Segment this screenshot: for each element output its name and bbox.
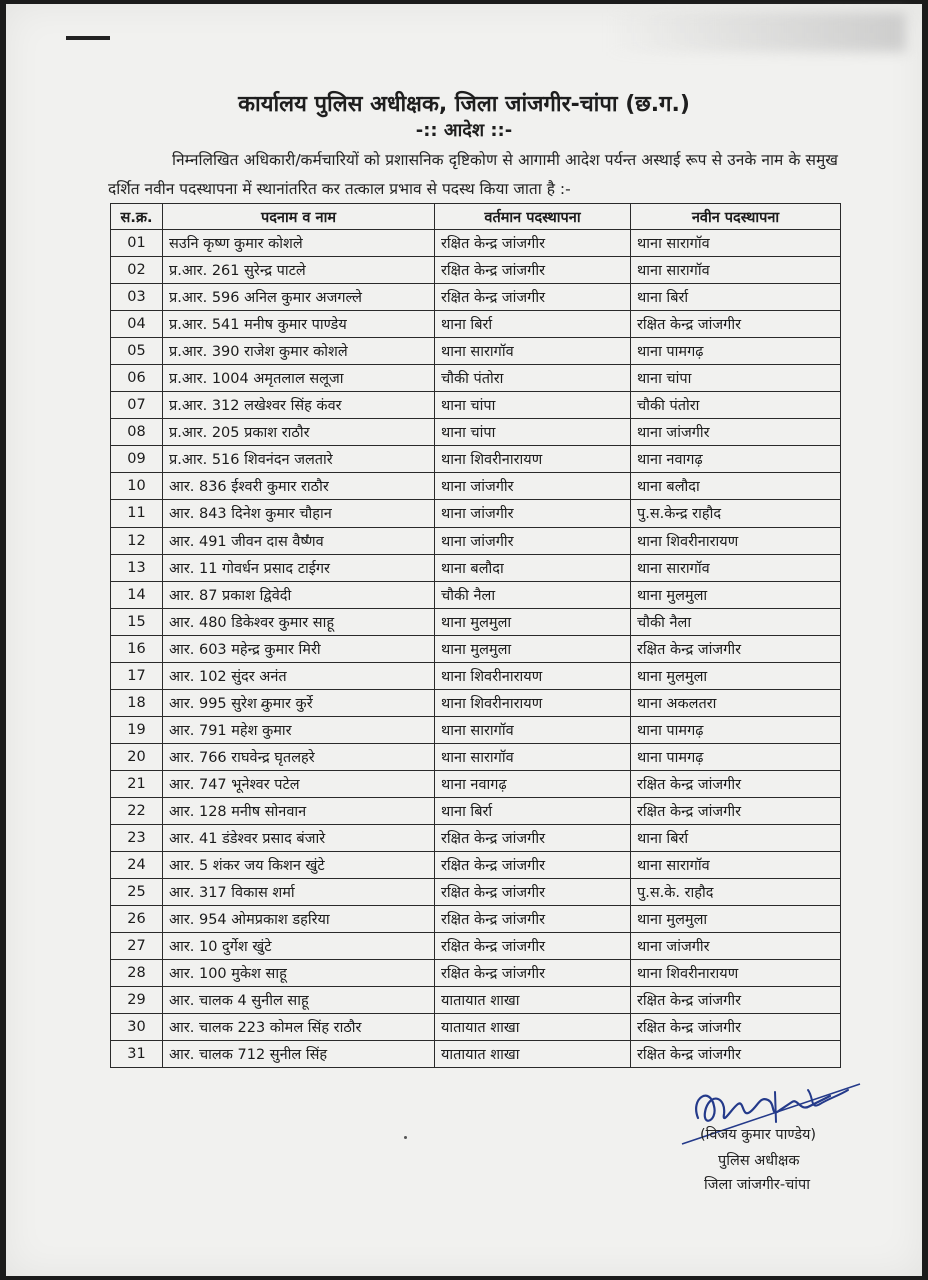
table-row (111, 635, 841, 662)
new-posting-cell: रक्षित केन्द्र जांजगीर (631, 635, 841, 662)
current-posting-cell: चौकी पंतोरा (435, 365, 631, 392)
serial-cell: 07 (111, 392, 163, 419)
current-posting-cell: थाना बलौदा (435, 554, 631, 581)
serial-cell: 16 (111, 635, 163, 662)
table-row (111, 392, 841, 419)
table-header-row (111, 204, 841, 230)
name-cell: सउनि कृष्ण कुमार कोशले (163, 230, 435, 257)
table-row (111, 797, 841, 824)
name-cell: आर. चालक 223 कोमल सिंह राठौर (163, 1014, 435, 1041)
name-cell: प्र.आर. 312 लखेश्वर सिंह कंवर (163, 392, 435, 419)
table-row (111, 311, 841, 338)
serial-cell: 14 (111, 581, 163, 608)
new-posting-cell: थाना नवागढ़ (631, 446, 841, 473)
order-heading: -:: आदेश ::- (415, 120, 513, 141)
new-posting-cell: थाना मुलमुला (631, 662, 841, 689)
table-row (111, 933, 841, 960)
table-row (111, 770, 841, 797)
name-cell: प्र.आर. 261 सुरेन्द्र पाटले (163, 257, 435, 284)
name-cell: आर. 41 डंडेश्वर प्रसाद बंजारे (163, 825, 435, 852)
table-row (111, 1014, 841, 1041)
name-cell: प्र.आर. 596 अनिल कुमार अजगल्ले (163, 284, 435, 311)
new-posting-cell: पु.स.के. राहौद (631, 879, 841, 906)
new-posting-cell: थाना जांजगीर (631, 933, 841, 960)
table-row (111, 419, 841, 446)
new-posting-cell: चौकी पंतोरा (631, 392, 841, 419)
table-row (111, 662, 841, 689)
table-row (111, 689, 841, 716)
table-row (111, 338, 841, 365)
serial-cell: 26 (111, 906, 163, 933)
current-posting-cell: रक्षित केन्द्र जांजगीर (435, 257, 631, 284)
serial-cell: 06 (111, 365, 163, 392)
signatory-name: (विजय कुमार पाण्डेय) (700, 1127, 817, 1143)
serial-cell: 15 (111, 608, 163, 635)
table-row (111, 879, 841, 906)
current-posting-cell: थाना जांजगीर (435, 527, 631, 554)
name-cell: आर. 766 राघवेन्द्र घृतलहरे (163, 743, 435, 770)
name-cell: आर. 954 ओमप्रकाश डहरिया (163, 906, 435, 933)
name-cell: आर. 102 सुंदर अनंत (163, 662, 435, 689)
order-intro-paragraph: निम्नलिखित अधिकारी/कर्मचारियों को प्रशासनिक दृष्टिकोण से आगामी आदेश पर्यन्त अस्थाई रूप से उनके नाम के समुख दर्शित नवीन पदस्थापना में स्थानांतरित कर तत्काल प्रभाव से पदस्थ किया जाता है :- (108, 151, 838, 198)
current-posting-cell: थाना नवागढ़ (435, 770, 631, 797)
table-row (111, 987, 841, 1014)
table-row (111, 446, 841, 473)
current-posting-cell: थाना बिर्रा (435, 797, 631, 824)
new-posting-cell: थाना सारागॉव (631, 852, 841, 879)
table-row (111, 716, 841, 743)
table-row (111, 743, 841, 770)
current-posting-cell: रक्षित केन्द्र जांजगीर (435, 284, 631, 311)
serial-cell: 11 (111, 500, 163, 527)
current-posting-cell: रक्षित केन्द्र जांजगीर (435, 879, 631, 906)
new-posting-cell: थाना बलौदा (631, 473, 841, 500)
transfer-table (110, 203, 841, 1068)
serial-cell: 28 (111, 960, 163, 987)
serial-cell: 17 (111, 662, 163, 689)
column-header-current-posting: वर्तमान पदस्थापना (435, 204, 631, 230)
current-posting-cell: रक्षित केन्द्र जांजगीर (435, 852, 631, 879)
current-posting-cell: थाना चांपा (435, 392, 631, 419)
serial-cell: 13 (111, 554, 163, 581)
new-posting-cell: रक्षित केन्द्र जांजगीर (631, 987, 841, 1014)
name-cell: आर. 480 डिकेश्वर कुमार साहू (163, 608, 435, 635)
serial-cell: 08 (111, 419, 163, 446)
table-row (111, 473, 841, 500)
name-cell: प्र.आर. 205 प्रकाश राठौर (163, 419, 435, 446)
table-row (111, 554, 841, 581)
name-cell: आर. 791 महेश कुमार (163, 716, 435, 743)
new-posting-cell: थाना पामगढ़ (631, 743, 841, 770)
office-title: कार्यालय पुलिस अधीक्षक, जिला जांजगीर-चांपा (छ.ग.) (238, 92, 690, 117)
name-cell: आर. 995 सुरेश कुमार कुर्रे (163, 689, 435, 716)
new-posting-cell: थाना शिवरीनारायण (631, 960, 841, 987)
table-row (111, 365, 841, 392)
name-cell: आर. 843 दिनेश कुमार चौहान (163, 500, 435, 527)
table-row (111, 852, 841, 879)
new-posting-cell: थाना शिवरीनारायण (631, 527, 841, 554)
table-row (111, 284, 841, 311)
table-row (111, 1041, 841, 1068)
new-posting-cell: चौकी नैला (631, 608, 841, 635)
serial-cell: 05 (111, 338, 163, 365)
serial-cell: 25 (111, 879, 163, 906)
current-posting-cell: यातायात शाखा (435, 1041, 631, 1068)
serial-cell: 03 (111, 284, 163, 311)
current-posting-cell: चौकी नैला (435, 581, 631, 608)
current-posting-cell: यातायात शाखा (435, 1014, 631, 1041)
name-cell: आर. 491 जीवन दास वैष्णव (163, 527, 435, 554)
current-posting-cell: यातायात शाखा (435, 987, 631, 1014)
current-posting-cell: थाना चांपा (435, 419, 631, 446)
serial-cell: 10 (111, 473, 163, 500)
scan-smudge (606, 12, 906, 52)
current-posting-cell: थाना शिवरीनारायण (435, 662, 631, 689)
current-posting-cell: रक्षित केन्द्र जांजगीर (435, 933, 631, 960)
new-posting-cell: रक्षित केन्द्र जांजगीर (631, 770, 841, 797)
current-posting-cell: थाना शिवरीनारायण (435, 689, 631, 716)
column-header-serial: स.क्र. (111, 204, 163, 230)
scan-speck (404, 1136, 407, 1139)
serial-cell: 23 (111, 825, 163, 852)
new-posting-cell: पु.स.केन्द्र राहौद (631, 500, 841, 527)
name-cell: प्र.आर. 541 मनीष कुमार पाण्डेय (163, 311, 435, 338)
current-posting-cell: रक्षित केन्द्र जांजगीर (435, 230, 631, 257)
current-posting-cell: थाना सारागॉव (435, 338, 631, 365)
signatory-office: जिला जांजगीर-चांपा (704, 1177, 811, 1193)
name-cell: आर. 836 ईश्वरी कुमार राठौर (163, 473, 435, 500)
new-posting-cell: रक्षित केन्द्र जांजगीर (631, 1014, 841, 1041)
table-row (111, 960, 841, 987)
new-posting-cell: थाना सारागॉव (631, 554, 841, 581)
current-posting-cell: रक्षित केन्द्र जांजगीर (435, 960, 631, 987)
serial-cell: 22 (111, 797, 163, 824)
new-posting-cell: थाना सारागॉव (631, 230, 841, 257)
margin-mark (66, 36, 110, 40)
current-posting-cell: रक्षित केन्द्र जांजगीर (435, 825, 631, 852)
new-posting-cell: थाना मुलमुला (631, 581, 841, 608)
name-cell: आर. 317 विकास शर्मा (163, 879, 435, 906)
table-row (111, 906, 841, 933)
column-header-new-posting: नवीन पदस्थापना (631, 204, 841, 230)
table-row (111, 230, 841, 257)
serial-cell: 29 (111, 987, 163, 1014)
serial-cell: 12 (111, 527, 163, 554)
table-row (111, 527, 841, 554)
current-posting-cell: थाना जांजगीर (435, 500, 631, 527)
serial-cell: 01 (111, 230, 163, 257)
new-posting-cell: थाना जांजगीर (631, 419, 841, 446)
name-cell: आर. 87 प्रकाश द्विवेदी (163, 581, 435, 608)
table-row (111, 581, 841, 608)
new-posting-cell: रक्षित केन्द्र जांजगीर (631, 311, 841, 338)
name-cell: प्र.आर. 390 राजेश कुमार कोशले (163, 338, 435, 365)
serial-cell: 21 (111, 770, 163, 797)
new-posting-cell: रक्षित केन्द्र जांजगीर (631, 1041, 841, 1068)
serial-cell: 31 (111, 1041, 163, 1068)
current-posting-cell: थाना जांजगीर (435, 473, 631, 500)
name-cell: आर. 5 शंकर जय किशन खुंटे (163, 852, 435, 879)
serial-cell: 27 (111, 933, 163, 960)
current-posting-cell: थाना सारागॉव (435, 716, 631, 743)
serial-cell: 09 (111, 446, 163, 473)
name-cell: आर. 128 मनीष सोनवान (163, 797, 435, 824)
current-posting-cell: थाना शिवरीनारायण (435, 446, 631, 473)
new-posting-cell: थाना मुलमुला (631, 906, 841, 933)
new-posting-cell: थाना सारागॉव (631, 257, 841, 284)
serial-cell: 04 (111, 311, 163, 338)
new-posting-cell: थाना बिर्रा (631, 825, 841, 852)
serial-cell: 20 (111, 743, 163, 770)
signatory-designation: पुलिस अधीक्षक (718, 1153, 800, 1169)
new-posting-cell: थाना पामगढ़ (631, 338, 841, 365)
serial-cell: 02 (111, 257, 163, 284)
serial-cell: 30 (111, 1014, 163, 1041)
name-cell: आर. 747 भूनेश्वर पटेल (163, 770, 435, 797)
table-row (111, 257, 841, 284)
name-cell: आर. 603 महेन्द्र कुमार मिरी (163, 635, 435, 662)
name-cell: आर. 100 मुकेश साहू (163, 960, 435, 987)
new-posting-cell: थाना पामगढ़ (631, 716, 841, 743)
name-cell: आर. 10 दुर्गेश खुंटे (163, 933, 435, 960)
serial-cell: 19 (111, 716, 163, 743)
serial-cell: 24 (111, 852, 163, 879)
serial-cell: 18 (111, 689, 163, 716)
table-row (111, 608, 841, 635)
table-row (111, 500, 841, 527)
current-posting-cell: थाना बिर्रा (435, 311, 631, 338)
name-cell: आर. चालक 712 सुनील सिंह (163, 1041, 435, 1068)
table-row (111, 825, 841, 852)
name-cell: आर. चालक 4 सुनील साहू (163, 987, 435, 1014)
current-posting-cell: थाना सारागॉव (435, 743, 631, 770)
name-cell: प्र.आर. 1004 अमृतलाल सलूजा (163, 365, 435, 392)
new-posting-cell: थाना बिर्रा (631, 284, 841, 311)
name-cell: प्र.आर. 516 शिवनंदन जलतारे (163, 446, 435, 473)
column-header-name: पदनाम व नाम (163, 204, 435, 230)
new-posting-cell: थाना अकलतरा (631, 689, 841, 716)
new-posting-cell: रक्षित केन्द्र जांजगीर (631, 797, 841, 824)
new-posting-cell: थाना चांपा (631, 365, 841, 392)
current-posting-cell: थाना मुलमुला (435, 635, 631, 662)
current-posting-cell: थाना मुलमुला (435, 608, 631, 635)
name-cell: आर. 11 गोवर्धन प्रसाद टाईगर (163, 554, 435, 581)
current-posting-cell: रक्षित केन्द्र जांजगीर (435, 906, 631, 933)
